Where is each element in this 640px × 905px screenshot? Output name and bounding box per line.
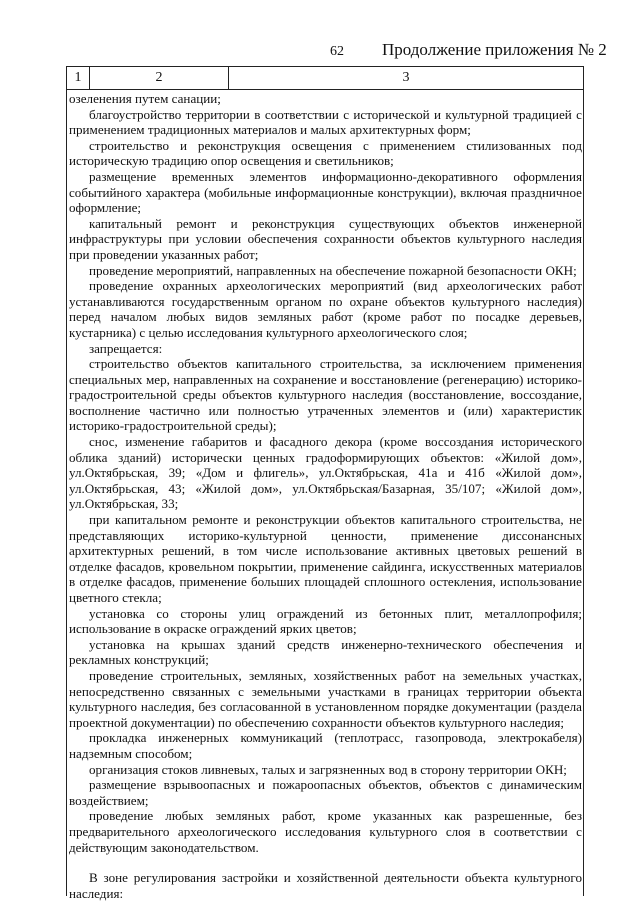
- paragraph: проведение любых земляных работ, кроме указанных как разрешенные, без предварительного археологического исследования культурного слоя в соответствии с действующим законодательством.: [69, 808, 582, 855]
- paragraph: размещение взрывоопасных и пожароопасных объектов, объектов с динамическим воздействием;: [69, 777, 582, 808]
- paragraph: строительство объектов капитального строительства, за исключением применения специальных мер, направленных на сохранение и восстановление (регенерацию) историко-градостроительной среды объектов культурного наследия (восстановление, воссоздание, восполнение частично или полностью утраченных элементов и (или) характеристик историко-градостроительной среды);: [69, 356, 582, 434]
- page-number: 62: [330, 44, 344, 59]
- paragraph: снос, изменение габаритов и фасадного декора (кроме воссоздания исторического облика зданий) исторически ценных градоформирующих объектов: «Жилой дом», ул.Октябрьская, 39; «Дом и флигель», ул.Октябрьская, 41а и 41б «Жилой дом», ул.Октябрьская, 43; «Жилой дом», ул.Октябрьская/Базарная, 35/107; «Жилой дом», ул.Октябрьская, 33;: [69, 434, 582, 512]
- paragraph: запрещается:: [89, 340, 163, 356]
- paragraph: благоустройство территории в соответствии с исторической и культурной традицией с применением традиционных материалов и малых архитектурных форм;: [69, 106, 582, 138]
- paragraph: строительство и реконструкция освещения с применением стилизованных под историческую традицию опор освещения и светильников;: [69, 137, 582, 169]
- paragraph: при капитальном ремонте и реконструкции объектов капитального строительства, не представляющих историко-культурной ценности, применение диссонансных архитектурных решений, в том числе использование активных цветовых решений в отделке фасадов, кровельном покрытии, применение сайдинга, искусственных материалов в отделке фасадов, применение больших площадей сплошного остекления, использование цветного стекла;: [69, 512, 582, 605]
- paragraph: организация стоков ливневых, талых и загрязненных вод в сторону территории ОКН;: [89, 761, 567, 777]
- page-header-title: Продолжение приложения № 2: [382, 40, 607, 59]
- paragraph: проведение мероприятий, направленных на обеспечение пожарной безопасности ОКН;: [89, 262, 577, 278]
- paragraph: размещение временных элементов информационно-декоративного оформления событийного характера (мобильные информационные конструкции), включая праздничное оформление;: [69, 168, 582, 216]
- column-header-3: 3: [402, 70, 410, 85]
- paragraph: озеленения путем санации;: [69, 91, 221, 106]
- content-table: [66, 66, 584, 901]
- column-header-2: 2: [155, 70, 163, 85]
- paragraph: прокладка инженерных коммуникаций (теплотрасс, газопровода, электрокабеля) надземным способом;: [69, 730, 582, 761]
- paragraph: установка со стороны улиц ограждений из бетонных плит, металлопрофиля; использование в окраске ограждений ярких цветов;: [69, 605, 582, 637]
- table-body-text: [69, 91, 582, 901]
- paragraph: В зоне регулирования застройки и хозяйственной деятельности объекта культурного наследия:: [69, 870, 582, 901]
- paragraph: капитальный ремонт и реконструкция существующих объектов инженерной инфраструктуры при условии обеспечения сохранности объектов культурного наследия при проведении указанных работ;: [69, 215, 582, 262]
- table-header-row: [67, 67, 583, 90]
- paragraph: установка на крышах зданий средств инженерно-технического обеспечения и рекламных конструкций;: [69, 636, 582, 668]
- paragraph: проведение охранных археологических мероприятий (вид археологических работ устанавливаются государственным органом по охране объектов культурного наследия) перед началом любых видов земляных работ (кроме работ по посадке деревьев, кустарника) с целью исследования культурного археологического слоя;: [69, 278, 582, 340]
- paragraph: проведение строительных, земляных, хозяйственных работ на земельных участках, непосредственно связанных с земельными участками в границах территории объекта культурного наследия, без согласованной в установленном порядке документации (раздела проектной документации) по обеспечению сохранности объектов культурного наследия;: [69, 667, 582, 730]
- column-header-1: 1: [74, 70, 82, 85]
